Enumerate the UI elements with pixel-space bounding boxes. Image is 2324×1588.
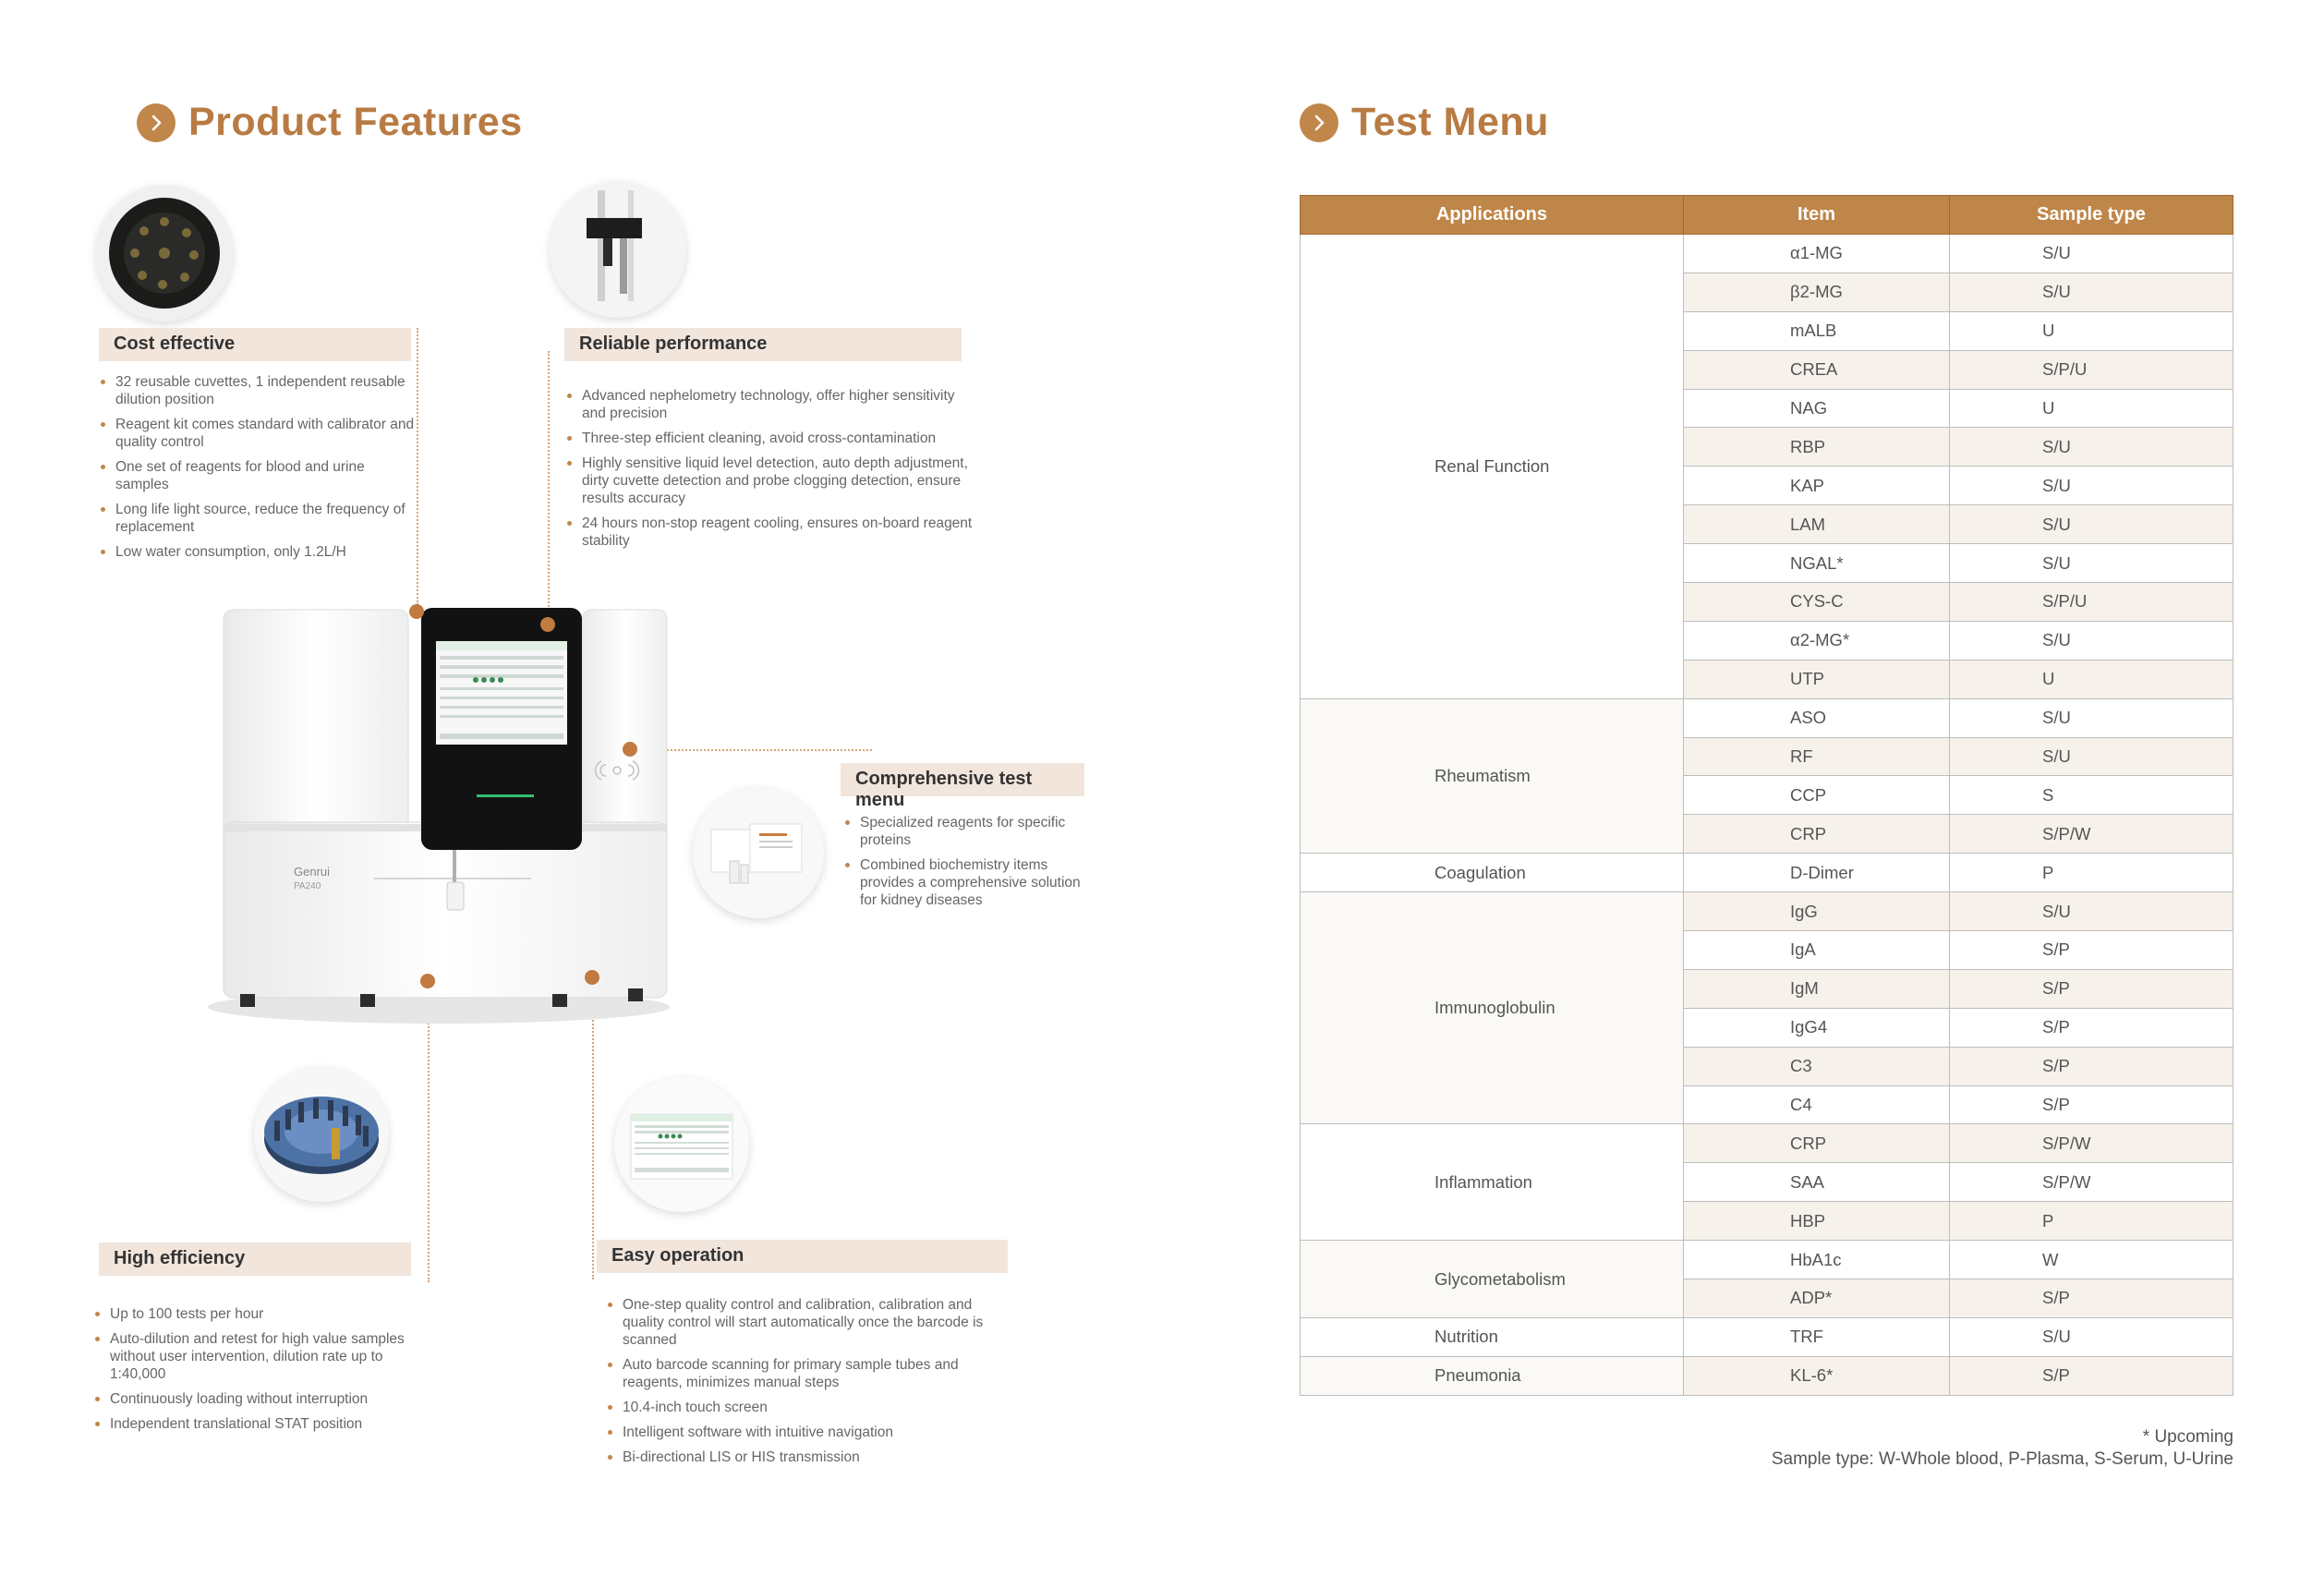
column-header-sample-type: Sample type xyxy=(1950,196,2233,235)
cuvette-tray-photo xyxy=(96,185,233,321)
sample-tray-photo xyxy=(254,1067,389,1202)
list-item: 32 reusable cuvettes, 1 independent reusable dilution position xyxy=(100,373,418,408)
list-item: 24 hours non-stop reagent cooling, ensures on-board reagent stability xyxy=(566,515,973,550)
application-cell: Pneumonia xyxy=(1301,1356,1684,1395)
sample-type-cell: W xyxy=(1950,1241,2233,1279)
cost-effective-header: Cost effective xyxy=(99,328,411,361)
easy-operation-header: Easy operation xyxy=(597,1240,1008,1273)
probe-photo xyxy=(550,181,686,318)
application-cell: Coagulation xyxy=(1301,854,1684,892)
chevron-right-icon xyxy=(1300,103,1338,142)
sample-type-cell: S/P xyxy=(1950,1047,2233,1085)
high-efficiency-list xyxy=(94,1305,418,1440)
item-cell: CYS-C xyxy=(1684,583,1950,622)
sample-type-cell: S/U xyxy=(1950,737,2233,776)
item-cell: HBP xyxy=(1684,1202,1950,1241)
upcoming-note: * Upcoming xyxy=(2142,1427,2233,1447)
table-row xyxy=(1301,235,2233,273)
item-cell: IgG4 xyxy=(1684,1008,1950,1047)
cost-effective-list xyxy=(100,373,418,568)
list-item: Advanced nephelometry technology, offer higher sensitivity and precision xyxy=(566,387,973,422)
comprehensive-menu-list xyxy=(844,814,1094,916)
item-cell: mALB xyxy=(1684,311,1950,350)
table-row xyxy=(1301,1241,2233,1279)
item-cell: CRP xyxy=(1684,815,1950,854)
marker-dot xyxy=(585,970,599,985)
test-menu-title: Test Menu xyxy=(1300,100,1549,145)
table-row xyxy=(1301,698,2233,737)
product-features-title: Product Features xyxy=(137,100,523,145)
sample-type-cell: P xyxy=(1950,854,2233,892)
item-cell: UTP xyxy=(1684,660,1950,698)
list-item: Continuously loading without interruption xyxy=(94,1390,418,1408)
item-cell: LAM xyxy=(1684,505,1950,544)
reagent-kit-photo xyxy=(693,787,824,918)
item-cell: RF xyxy=(1684,737,1950,776)
connector-line xyxy=(548,351,550,610)
list-item: One set of reagents for blood and urine samples xyxy=(100,458,418,493)
item-cell: α1-MG xyxy=(1684,235,1950,273)
sample-type-cell: S/U xyxy=(1950,892,2233,931)
model-label: PA240 xyxy=(294,881,321,891)
list-item: Specialized reagents for specific proteins xyxy=(844,814,1094,849)
sample-type-cell: S/U xyxy=(1950,428,2233,467)
item-cell: C4 xyxy=(1684,1085,1950,1124)
item-cell: NGAL* xyxy=(1684,544,1950,583)
brand-label: Genrui xyxy=(294,865,331,879)
sample-type-cell: S/P/W xyxy=(1950,1124,2233,1163)
item-cell: ASO xyxy=(1684,698,1950,737)
item-cell: β2-MG xyxy=(1684,273,1950,311)
item-cell: CCP xyxy=(1684,776,1950,815)
item-cell: HbA1c xyxy=(1684,1241,1950,1279)
sample-type-cell: U xyxy=(1950,660,2233,698)
list-item: Up to 100 tests per hour xyxy=(94,1305,418,1323)
item-cell: D-Dimer xyxy=(1684,854,1950,892)
table-header-row xyxy=(1301,196,2233,235)
item-cell: SAA xyxy=(1684,1163,1950,1202)
application-cell: Rheumatism xyxy=(1301,698,1684,854)
item-cell: C3 xyxy=(1684,1047,1950,1085)
sample-type-cell: S/P/U xyxy=(1950,583,2233,622)
sample-type-cell: S/U xyxy=(1950,698,2233,737)
list-item: Auto barcode scanning for primary sample tubes and reagents, minimizes manual steps xyxy=(607,1356,1013,1391)
marker-dot xyxy=(623,742,637,757)
easy-operation-list xyxy=(607,1296,1013,1473)
item-cell: NAG xyxy=(1684,389,1950,428)
sample-type-cell: S xyxy=(1950,776,2233,815)
list-item: Combined biochemistry items provides a comprehensive solution for kidney diseases xyxy=(844,856,1094,909)
sample-type-cell: S/U xyxy=(1950,544,2233,583)
list-item: Long life light source, reduce the frequency of replacement xyxy=(100,501,418,536)
column-header-applications: Applications xyxy=(1301,196,1684,235)
marker-dot xyxy=(420,974,435,988)
list-item: 10.4-inch touch screen xyxy=(607,1399,1013,1416)
sample-type-cell: S/P xyxy=(1950,1279,2233,1318)
sample-type-cell: S/U xyxy=(1950,505,2233,544)
item-cell: IgA xyxy=(1684,931,1950,970)
sample-type-cell: S/U xyxy=(1950,621,2233,660)
column-header-item: Item xyxy=(1684,196,1950,235)
test-menu-table xyxy=(1300,195,2233,1396)
high-efficiency-header: High efficiency xyxy=(99,1243,411,1276)
application-cell: Renal Function xyxy=(1301,235,1684,699)
list-item: Independent translational STAT position xyxy=(94,1415,418,1433)
sample-type-cell: S/P/W xyxy=(1950,815,2233,854)
sample-type-cell: S/U xyxy=(1950,235,2233,273)
application-cell: Nutrition xyxy=(1301,1317,1684,1356)
sample-type-cell: U xyxy=(1950,389,2233,428)
sample-type-legend: Sample type: W-Whole blood, P-Plasma, S-Serum, U-Urine xyxy=(1771,1449,2233,1469)
list-item: Three-step efficient cleaning, avoid cross-contamination xyxy=(566,430,973,447)
marker-dot xyxy=(540,617,555,632)
item-cell: ADP* xyxy=(1684,1279,1950,1318)
reliable-performance-list xyxy=(566,387,973,557)
list-item: Highly sensitive liquid level detection, auto depth adjustment, dirty cuvette detection and probe clogging detection, ensure results accuracy xyxy=(566,455,973,507)
list-item: One-step quality control and calibration, calibration and quality control will start automatically once the barcode is scanned xyxy=(607,1296,1013,1349)
marker-dot xyxy=(409,604,424,619)
sample-type-cell: S/U xyxy=(1950,1317,2233,1356)
application-cell: Inflammation xyxy=(1301,1124,1684,1241)
item-cell: CRP xyxy=(1684,1124,1950,1163)
item-cell: IgM xyxy=(1684,969,1950,1008)
sample-type-cell: S/U xyxy=(1950,467,2233,505)
sample-type-cell: S/P xyxy=(1950,931,2233,970)
application-cell: Glycometabolism xyxy=(1301,1241,1684,1318)
chevron-right-icon xyxy=(137,103,176,142)
table-row xyxy=(1301,854,2233,892)
analyzer-machine xyxy=(203,600,674,1035)
reliable-performance-header: Reliable performance xyxy=(564,328,962,361)
sample-type-cell: S/P xyxy=(1950,1085,2233,1124)
list-item: Bi-directional LIS or HIS transmission xyxy=(607,1449,1013,1466)
item-cell: α2-MG* xyxy=(1684,621,1950,660)
sample-type-cell: S/P/U xyxy=(1950,350,2233,389)
list-item: Reagent kit comes standard with calibrator and quality control xyxy=(100,416,418,451)
sample-type-cell: P xyxy=(1950,1202,2233,1241)
list-item: Auto-dilution and retest for high value samples without user intervention, dilution rate up to 1:40,000 xyxy=(94,1330,418,1383)
list-item: Low water consumption, only 1.2L/H xyxy=(100,543,418,561)
sample-type-cell: S/P xyxy=(1950,1008,2233,1047)
item-cell: CREA xyxy=(1684,350,1950,389)
sample-type-cell: S/P xyxy=(1950,969,2233,1008)
table-row xyxy=(1301,1317,2233,1356)
table-row xyxy=(1301,892,2233,931)
item-cell: KAP xyxy=(1684,467,1950,505)
item-cell: TRF xyxy=(1684,1317,1950,1356)
comprehensive-menu-header: Comprehensive test menu xyxy=(841,763,1084,796)
table-row xyxy=(1301,1356,2233,1395)
item-cell: RBP xyxy=(1684,428,1950,467)
software-screen-photo xyxy=(614,1077,749,1212)
table-row xyxy=(1301,1124,2233,1163)
sample-type-cell: U xyxy=(1950,311,2233,350)
item-cell: KL-6* xyxy=(1684,1356,1950,1395)
list-item: Intelligent software with intuitive navigation xyxy=(607,1424,1013,1441)
application-cell: Immunoglobulin xyxy=(1301,892,1684,1124)
sample-type-cell: S/U xyxy=(1950,273,2233,311)
sample-type-cell: S/P xyxy=(1950,1356,2233,1395)
item-cell: IgG xyxy=(1684,892,1950,931)
sample-type-cell: S/P/W xyxy=(1950,1163,2233,1202)
